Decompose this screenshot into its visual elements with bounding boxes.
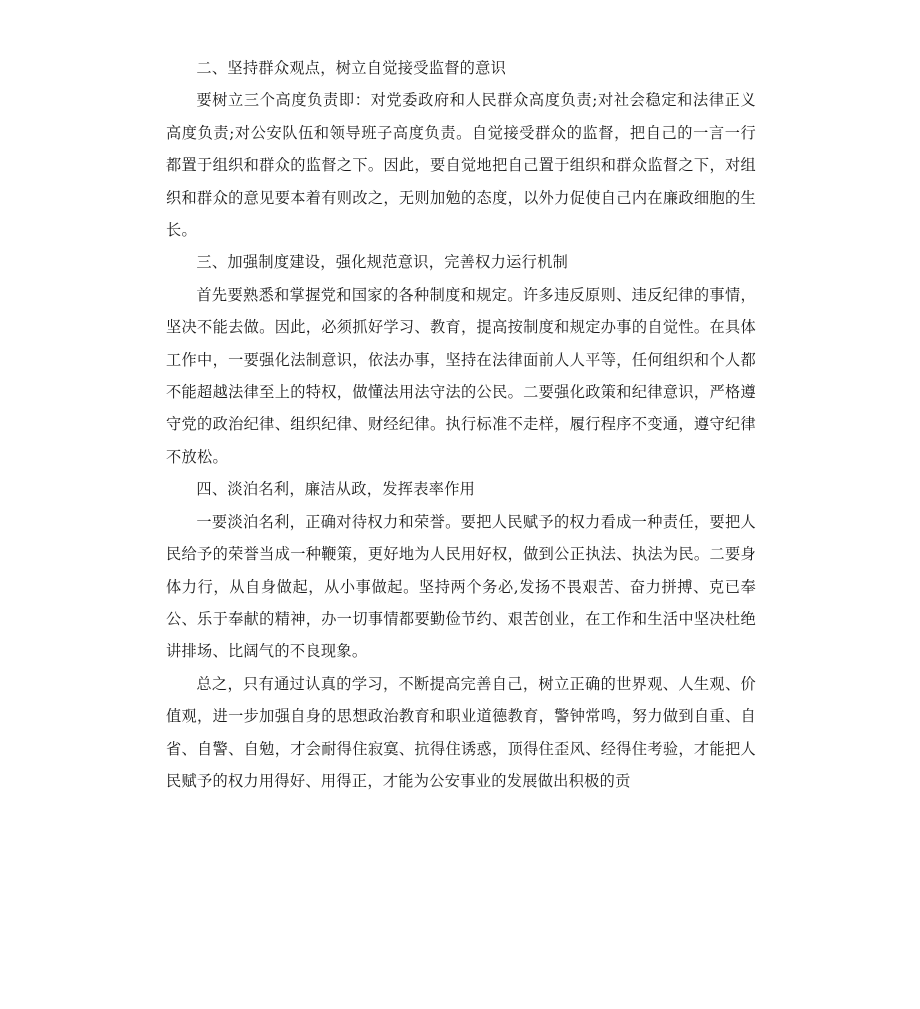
body-paragraph: 一要淡泊名利，正确对待权力和荣誉。要把人民赋予的权力看成一种责任，要把人民给予的荣誉当成一种鞭策，更好地为人民用好权，做到公正执法、执法为民。二要身体力行，从自身做起，从小事做起。坚持两个务必,发扬不畏艰苦、奋力拼搏、克已奉公、乐于奉献的精神，办一切事情都要勤俭节约、艰苦创业，在工作和生活中坚决杜绝讲排场、比阔气的不良现象。 xyxy=(166,512,756,661)
body-paragraph: 首先要熟悉和掌握党和国家的各种制度和规定。许多违反原则、违反纪律的事情，坚决不能去做。因此，必须抓好学习、教育，提高按制度和规定办事的自觉性。在具体工作中，一要强化法制意识，依法办事，坚持在法律面前人人平等，任何组织和个人都不能超越法律至上的特权，做懂法用法守法的公民。二要强化政策和纪律意识，严格遵守党的政治纪律、组织纪律、财经纪律。执行标准不走样，履行程序不变通，遵守纪律不放松。 xyxy=(166,285,756,466)
section-heading: 二、坚持群众观点，树立自觉接受监督的意识 xyxy=(196,59,507,77)
body-paragraph: 总之，只有通过认真的学习，不断提高完善自己，树立正确的世界观、人生观、价值观，进一步加强自身的思想政治教育和职业道德教育，警钟常鸣，努力做到自重、自省、自警、自勉，才会耐得住寂寞、抗得住诱惑，顶得住歪风、经得住考验，才能把人民赋予的权力用得好、用得正，才能为公安事业的发展做出积极的贡 xyxy=(166,674,756,790)
body-paragraph: 要树立三个高度负责即：对党委政府和人民群众高度负责;对社会稳定和法律正义高度负责;对公安队伍和领导班子高度负责。自觉接受群众的监督，把自己的一言一行都置于组织和群众的监督之下。因此，要自觉地把自己置于组织和群众监督之下，对组织和群众的意见要本着有则改之，无则加勉的态度，以外力促使自己内在廉政细胞的生长。 xyxy=(166,91,756,240)
section-heading: 三、加强制度建设，强化规范意识，完善权力运行机制 xyxy=(196,253,569,272)
section-heading: 四、淡泊名利，廉洁从政，发挥表率作用 xyxy=(196,480,476,499)
document-body xyxy=(166,52,756,797)
